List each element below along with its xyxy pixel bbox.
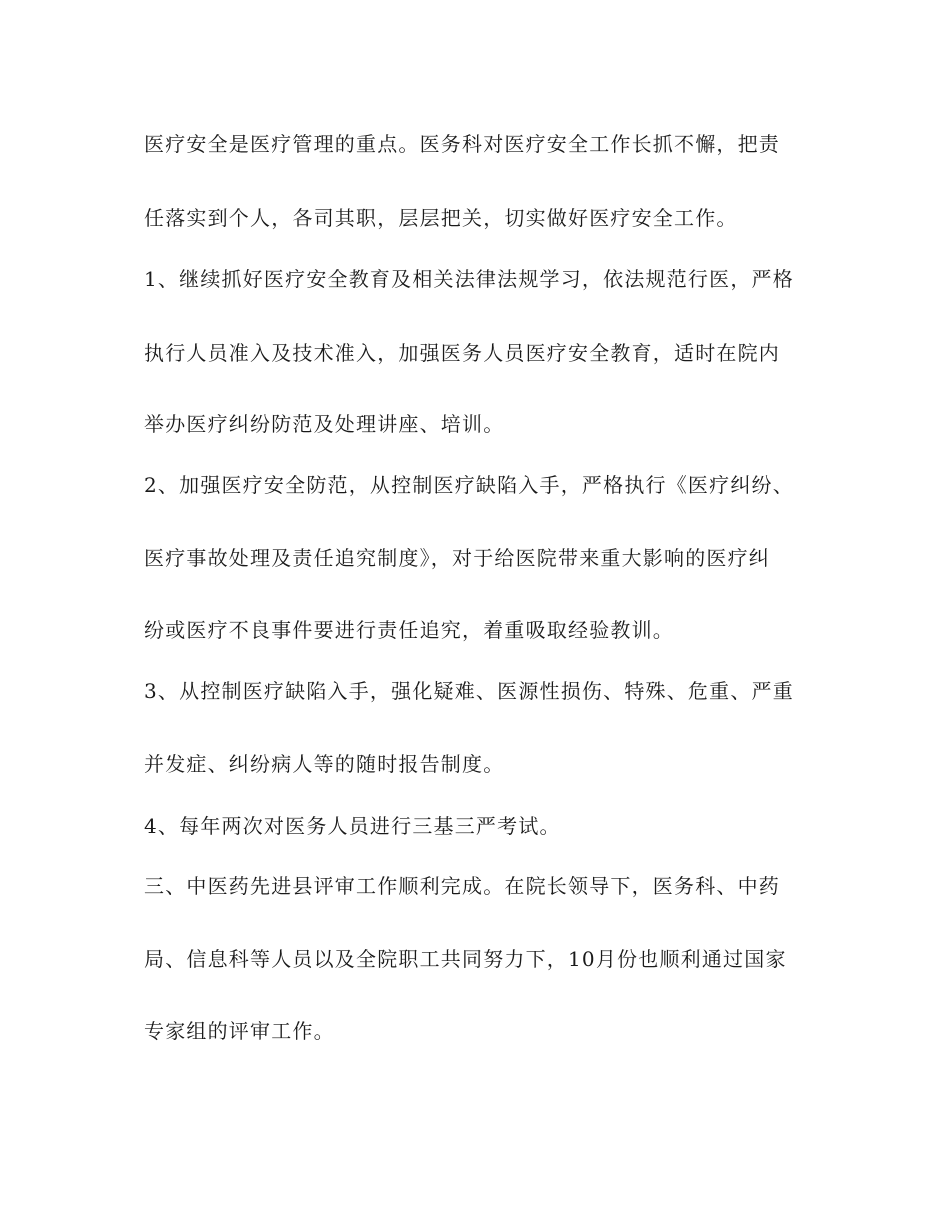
list-item-line: 4、每年两次对医务人员进行三基三严考试。	[144, 814, 561, 838]
section-line: 三、中医药先进县评审工作顺利完成。在院长领导下，医务科、中药	[144, 874, 780, 898]
list-item-line: 1、继续抓好医疗安全教育及相关法律法规学习，依法规范行医，严格	[144, 267, 794, 291]
paragraph-line: 任落实到个人，各司其职，层层把关，切实做好医疗安全工作。	[144, 206, 738, 230]
list-item-line: 2、加强医疗安全防范，从控制医疗缺陷入手，严格执行《医疗纠纷、	[144, 473, 794, 497]
section-line: 局、信息科等人员以及全院职工共同努力下，10月份也顺利通过国家	[144, 947, 787, 971]
list-item-line: 执行人员准入及技术准入，加强医务人员医疗安全教育，适时在院内	[144, 341, 780, 365]
list-item-line: 医疗事故处理及责任追究制度》，对于给医院带来重大影响的医疗纠	[144, 546, 770, 570]
list-item-line: 纷或医疗不良事件要进行责任追究，着重吸取经验教训。	[144, 618, 674, 642]
list-item-line: 3、从控制医疗缺陷入手，强化疑难、医源性损伤、特殊、危重、严重	[144, 679, 794, 703]
section-line: 专家组的评审工作。	[144, 1019, 335, 1043]
list-item-line: 并发症、纠纷病人等的随时报告制度。	[144, 752, 505, 776]
list-item-line: 举办医疗纠纷防范及处理讲座、培训。	[144, 412, 505, 436]
paragraph-line: 医疗安全是医疗管理的重点。医务科对医疗安全工作长抓不懈，把责	[144, 132, 780, 156]
